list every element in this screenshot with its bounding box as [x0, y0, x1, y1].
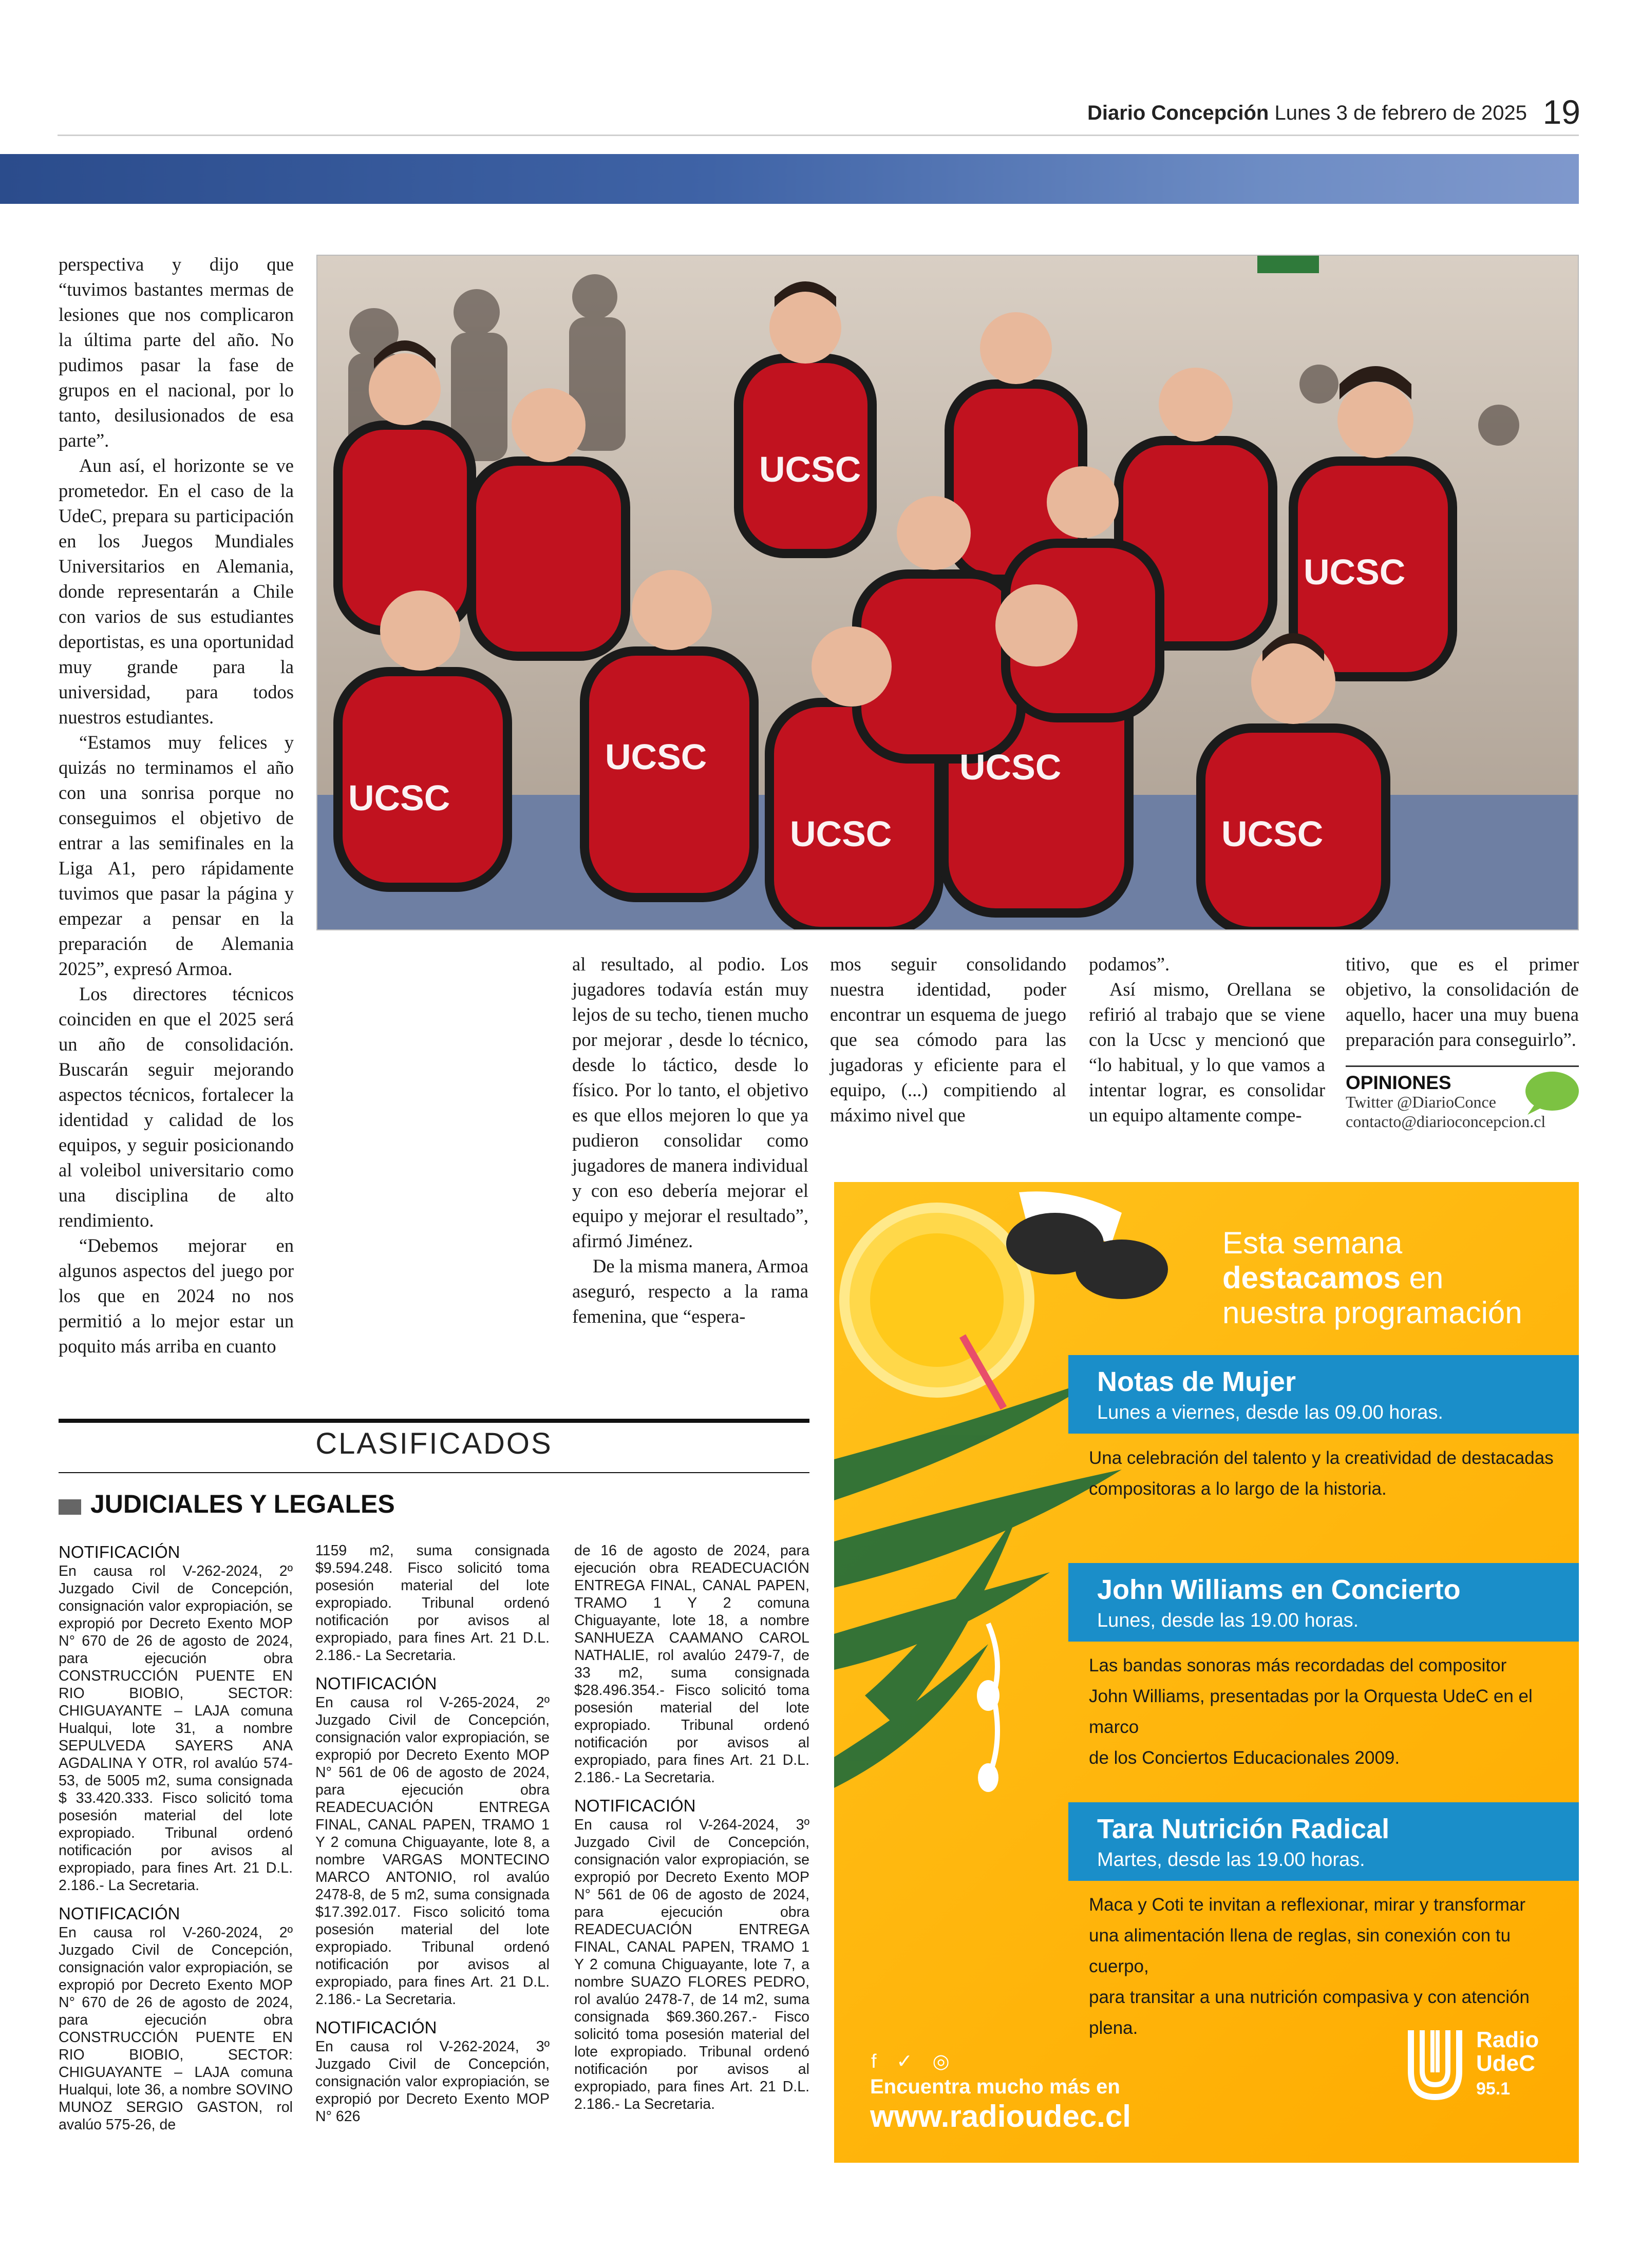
- speech-bubble-icon: [1522, 1071, 1579, 1118]
- notice-heading: NOTIFICACIÓN: [315, 1674, 437, 1693]
- opinions-twitter: Twitter @DiarioConce: [1346, 1093, 1496, 1111]
- legal-notice: [59, 1903, 293, 2133]
- desc-line: una alimentación llena de reglas, sin conexión con tu cuerpo,: [1089, 1926, 1511, 1976]
- desc-line: compositoras a lo largo de la historia.: [1089, 1479, 1387, 1499]
- legal-notice: [315, 1542, 550, 1664]
- program-desc-2: [1089, 1650, 1567, 1774]
- opinions-email: contacto@diarioconcepcion.cl: [1346, 1112, 1546, 1131]
- notice-body: En causa rol V-265-2024, 2º Juzgado Civil de Concepción, consignación valor expropiación, se expropió por Decreto Exento MOP N° 561 de 06 de agosto de 2024, para ejecución obra READECUACIÓN ENTREGA FINAL, CANAL PAPEN, TRAMO 1 Y 2 comuna Chiguayante, lote 8, a nombre VARGAS MONTECINO MARCO ANTONIO, rol avalúo 2478-8, de 5 m2, suma consignada $17.392.017. Fisco solicitó toma posesión material del lote expropiado. Tribunal ordenó notificación por avisos al expropiado, para fines Art. 21 D.L. 2.186.- La Secretaria.: [315, 1694, 550, 2008]
- notice-body: En causa rol V-262-2024, 3º Juzgado Civil de Concepción, consignación valor expropiación, se expropió por Decreto Exento MOP N° 626: [315, 2038, 550, 2125]
- ad-headline-bold: destacamos: [1222, 1261, 1401, 1295]
- svg-text:UCSC: UCSC: [348, 778, 450, 818]
- paragraph: mos seguir consolidando nuestra identidad, poder encontrar un esquema de juego que sea cómodo para las jugadoras y eficiente para el equipo, (...) compitiendo al máximo nivel que: [830, 954, 1066, 1126]
- ad-footer-text: Encuentra mucho más en: [870, 2075, 1120, 2098]
- paragraph: Así mismo, Orellana se refirió al trabajo que se viene con la Ucsc y mencionó que “lo habitual, y lo que vamos a intentar lograr, es consolidar un equipo altamente compe-: [1089, 979, 1325, 1126]
- newspaper-name: Diario Concepción: [1087, 102, 1269, 124]
- article-column-3: [830, 951, 1066, 1128]
- program-title: Notas de Mujer: [1097, 1366, 1296, 1397]
- paragraph: al resultado, al podio. Los jugadores todavía están muy lejos de su techo, tienen mucho por mejorar , desde lo técnico, desde lo táctico, desde lo físico. Por lo tanto, el objetivo es que ellos mejoren lo que ya pudieron consolidar como jugadores de manera individual y con eso debería mejorar el equipo y mejorar el resultado”, afirmó Jiménez.: [572, 954, 808, 1251]
- svg-text:UCSC: UCSC: [759, 449, 861, 489]
- desc-line: Maca y Coti te invitan a reflexionar, mirar y transformar: [1089, 1895, 1526, 1915]
- legal-notice: [574, 1542, 809, 1786]
- notice-heading: NOTIFICACIÓN: [59, 1904, 180, 1923]
- paragraph: “Estamos muy felices y quizás no terminamos el año con una sonrisa porque no conseguimos el objetivo de entrar a las semifinales en la Liga A1, pero rápidamente tuvimos que pasar la página y empezar a pensar en la preparación de Alemania 2025”, expresó Armoa.: [59, 732, 294, 979]
- paragraph: perspectiva y dijo que “tuvimos bastantes mermas de lesiones que nos complicaron la última parte del año. No pudimos pasar la fase de grupos en el nacional, por lo tanto, desilusionados de esa parte”.: [59, 254, 294, 451]
- program-bar-3[interactable]: [1068, 1802, 1579, 1881]
- legal-notice: [59, 1542, 293, 1894]
- legal-notice: [315, 1673, 550, 2008]
- legal-column-1: [59, 1542, 293, 2143]
- page-number: 19: [1542, 93, 1580, 131]
- notice-body: 1159 m2, suma consignada $9.594.248. Fisco solicitó toma posesión material del lote expropiado. Tribunal ordenó notificación por avisos al expropiado, para fines Art. 21 D.L. 2.186.- La Secretaria.: [315, 1542, 550, 1664]
- radio-udec-logo-text: [1476, 2028, 1539, 2101]
- ad-headline-line1: Esta semana: [1222, 1226, 1403, 1260]
- desc-line: Una celebración del talento y la creatividad de destacadas: [1089, 1448, 1554, 1468]
- legal-notice: [574, 1796, 809, 2113]
- svg-text:UCSC: UCSC: [605, 737, 707, 777]
- program-schedule: Martes, desde las 19.00 horas.: [1097, 1849, 1365, 1871]
- desc-line: Las bandas sonoras más recordadas del compositor: [1089, 1655, 1507, 1675]
- logo-word-radio: Radio: [1476, 2027, 1539, 2052]
- logo-word-udec: UdeC: [1476, 2051, 1535, 2076]
- classifieds-title: CLASIFICADOS: [315, 1427, 553, 1460]
- legal-notice: [315, 2017, 550, 2125]
- svg-text:UCSC: UCSC: [1304, 552, 1406, 592]
- opinions-rule: [1346, 1065, 1579, 1067]
- program-desc-1: [1089, 1443, 1567, 1504]
- notice-heading: NOTIFICACIÓN: [315, 2018, 437, 2037]
- paragraph: podamos”.: [1089, 954, 1170, 975]
- notice-body: En causa rol V-260-2024, 2º Juzgado Civil de Concepción, consignación valor expropiación, se expropió por Decreto Exento MOP N° 670 de 26 de agosto de 2024, para ejecución obra CONSTRUCCIÓN PUENTE EN RIO BIOBIO, SECTOR: CHIGUAYANTE – LAJA comuna Hualqui, lote 36, a nombre SOVINO MUNOZ SERGIO GASTON, rol avalúo 575-26, de: [59, 1924, 293, 2133]
- desc-line: para transitar a una nutrición compasiva y con atención plena.: [1089, 1987, 1530, 2038]
- classifieds-bottom-rule: [59, 1472, 809, 1473]
- desc-line: de los Conciertos Educacionales 2009.: [1089, 1748, 1400, 1768]
- legal-column-3: [574, 1542, 809, 2122]
- social-icons[interactable]: f ✓ ◎: [871, 2051, 957, 2072]
- classifieds-top-rule: [59, 1419, 809, 1423]
- paragraph: Aun así, el horizonte se ve prometedor. En el caso de la UdeC, prepara su participación en los Juegos Mundiales Universitarios en Alemania, donde representarán a Chile con varios de sus estudiantes deportistas, es una oportunidad muy grande para la universidad, para todos nuestros estudiantes.: [59, 455, 294, 728]
- paragraph: “Debemos mejorar en algunos aspectos del juego por los que en 2024 no nos permitió a lo mejor estar un poquito más arriba en cuanto: [59, 1235, 294, 1357]
- issue-date: Lunes 3 de febrero de 2025: [1274, 102, 1527, 124]
- program-bar-2[interactable]: [1068, 1563, 1579, 1642]
- radio-udec-logo-icon: [1407, 2025, 1463, 2102]
- radio-udec-ad[interactable]: [834, 1182, 1579, 2163]
- article-column-4: [1089, 951, 1325, 1128]
- program-bar-1[interactable]: [1068, 1355, 1579, 1434]
- article-column-5: [1346, 951, 1579, 1052]
- ad-footer-url[interactable]: www.radioudec.cl: [870, 2099, 1131, 2133]
- notice-heading: NOTIFICACIÓN: [574, 1796, 696, 1815]
- paragraph: Los directores técnicos coinciden en que el 2025 será un año de consolidación. Buscarán seguir mejorando aspectos técnicos, fortalecer la identidad y calidad de los equipos, y seguir posicionando al voleibol universitario como una disciplina de alto rendimiento.: [59, 983, 294, 1231]
- ad-headline-line3: nuestra programación: [1222, 1295, 1522, 1330]
- article-column-2: [572, 951, 808, 1329]
- team-celebration-photo: [316, 255, 1579, 930]
- notice-heading: NOTIFICACIÓN: [59, 1542, 180, 1561]
- section-title: JUDICIALES Y LEGALES: [90, 1490, 395, 1518]
- svg-text:UCSC: UCSC: [959, 747, 1062, 787]
- logo-frequency: 95.1: [1476, 2079, 1511, 2099]
- page-header-info: [1087, 102, 1527, 125]
- program-schedule: Lunes, desde las 19.00 horas.: [1097, 1610, 1359, 1631]
- ad-headline: [1222, 1226, 1522, 1330]
- notice-body: de 16 de agosto de 2024, para ejecución obra READECUACIÓN ENTREGA FINAL, CANAL PAPEN, TRAMO 1 Y 2 comuna Chiguayante, lote 18, a nombre SANHUEZA CAAMANO CAROL NATHALIE, rol avalúo 2479-7, de 33 m2, suma consignada $28.496.354.- Fisco solicitó toma posesión material del lote expropiado. Tribunal ordenó notificación por avisos al expropiado, para fines Art. 21 D.L. 2.186.- La Secretaria.: [574, 1542, 809, 1786]
- notice-body: En causa rol V-264-2024, 3º Juzgado Civil de Concepción, consignación valor expropiación, se expropió por Decreto Exento MOP N° 561 de 06 de agosto de 2024, para ejecución obra READECUACIÓN ENTREGA FINAL, CANAL PAPEN, TRAMO 1 Y 2 comuna Chiguayante, lote 7, a nombre SUAZO FLORES PEDRO, rol avalúo 2478-7, de 14 m2, suma consignada $69.360.267.- Fisco solicitó toma posesión material del lote expropiado. Tribunal ordenó notificación por avisos al expropiado, para fines Art. 21 D.L. 2.186.- La Secretaria.: [574, 1817, 809, 2112]
- ad-headline-after: en: [1400, 1261, 1444, 1295]
- team-photo-illustration: [317, 256, 1579, 930]
- svg-text:UCSC: UCSC: [1221, 814, 1324, 854]
- legal-column-2: [315, 1542, 550, 2134]
- svg-text:UCSC: UCSC: [790, 814, 892, 854]
- program-schedule: Lunes a viernes, desde las 09.00 horas.: [1097, 1402, 1443, 1423]
- desc-line: John Williams, presentadas por la Orquesta UdeC en el marco: [1089, 1686, 1533, 1737]
- notice-body: En causa rol V-262-2024, 2º Juzgado Civil de Concepción, consignación valor expropiación, se expropió por Decreto Exento MOP N° 670 de 26 de agosto de 2024, para ejecución obra CONSTRUCCIÓN PUENTE EN RIO BIOBIO, SECTOR: CHIGUAYANTE – LAJA comuna Hualqui, lote 31, a nombre SEPULVEDA SAYERS ANA AGDALINA Y OTR, rol avalúo 574-53, de 5005 m2, suma consignada $ 33.420.333. Fisco solicitó toma posesión material del lote expropiado. Tribunal ordenó notificación por avisos al expropiado, para fines Art. 21 D.L. 2.186.- La Secretaria.: [59, 1563, 293, 1894]
- ad-footer: [870, 2075, 1131, 2134]
- header-rule: [58, 135, 1579, 136]
- header-color-band: [0, 154, 1579, 204]
- paragraph: De la misma manera, Armoa aseguró, respecto a la rama femenina, que “espera-: [572, 1255, 808, 1327]
- section-marker: [59, 1499, 81, 1515]
- opinions-title: OPINIONES: [1346, 1072, 1451, 1093]
- program-title: Tara Nutrición Radical: [1097, 1814, 1390, 1844]
- program-desc-3: [1089, 1890, 1567, 2044]
- paragraph: titivo, que es el primer objetivo, la consolidación de aquello, hacer una muy buena preparación para conseguirlo”.: [1346, 954, 1579, 1050]
- program-title: John Williams en Concierto: [1097, 1574, 1461, 1605]
- article-column-1: [59, 252, 294, 1359]
